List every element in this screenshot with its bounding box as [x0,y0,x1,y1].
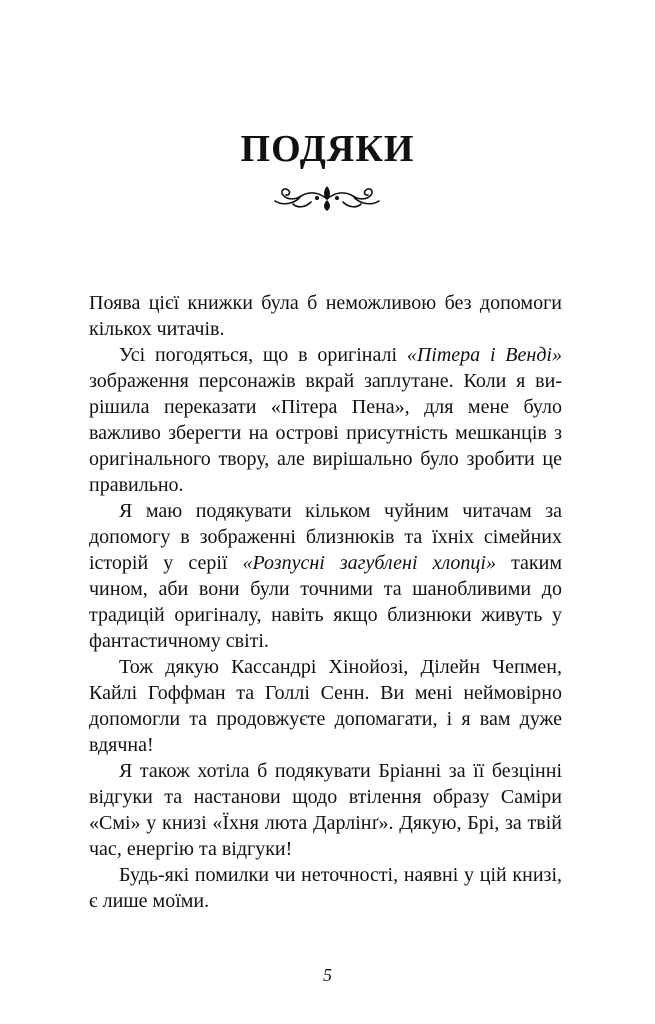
paragraph-4: Тож дякую Кассандрі Хінойозі, Ділейн Чепмен, Кайлі Гоффман та Голлі Сенн. Ви мені неймовірно допомогли та продовжуєте допомагати, і я вам дуже вдячна! [89,656,562,756]
paragraph-5: Я також хотіла б подякувати Бріанні за її безцінні відгуки та настанови щодо втілення образу Саміри «Смі» у книзі «Їхня люта Дарлінґ». Дякую, Брі, за твій час, енергію та відгуки! [89,760,562,860]
paragraph-3: Я маю подякувати кільком чуйним читачам за допомогу в зображенні близнюків та їхніх сімейних історій у серії «Розпусні загублені хлопці» таким чином, аби вони були точними та шанобливими до традицій оригіналу, навіть якщо близнюки живуть у фантастичному світі. [89,500,563,652]
page-number: 5 [323,965,332,985]
series-title-italic: «Розпусні загублені хлопці» [242,552,496,574]
body-text [89,290,562,914]
flourish-ornament-icon [271,182,383,214]
paragraph-6: Будь-які помилки чи неточності, наявні у цій книзі, є лише моїми. [89,864,562,912]
book-title-italic: «Пітера і Венді» [406,344,562,366]
page-title: ПОДЯКИ [240,128,415,170]
paragraph-2: Усі погодяться, що в оригіналі «Пітера і Венді» зображення персонажів вкрай заплутане. Коли я вирішила переказати «Пітера Пена», для мене було важливо зберегти на острові присутність мешканців з оригінального твору, але вирішально було зробити це правильно. [89,344,562,496]
paragraph-1: Поява цієї книжки була б неможливою без допомоги кількох читачів. [89,292,562,340]
